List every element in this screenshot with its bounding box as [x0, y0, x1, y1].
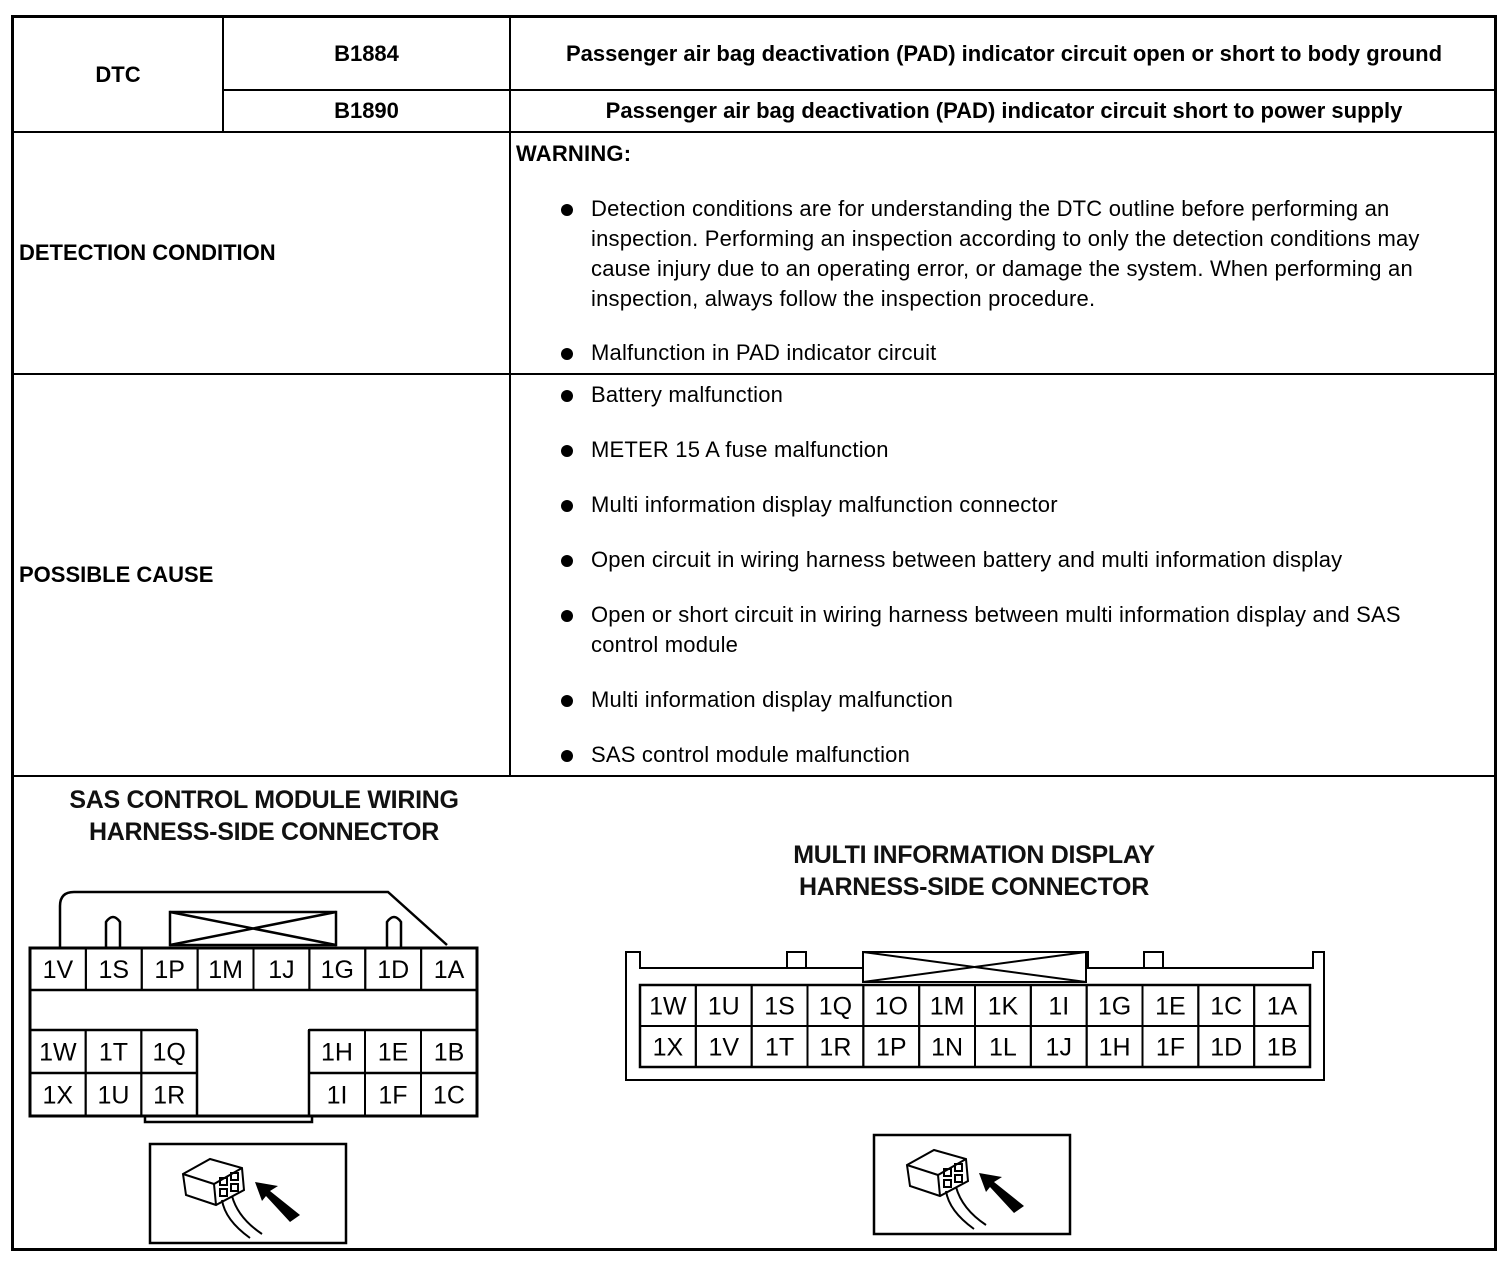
mid-pin-label: 1V [708, 1033, 740, 1062]
sas-pin-label: 1C [433, 1081, 465, 1110]
sas-pin-label: 1H [321, 1038, 353, 1067]
dtc-code-b1890 [224, 91, 509, 131]
dtc-description: Passenger air bag deactivation (PAD) indicator circuit open or short to body ground [565, 40, 1443, 66]
list-item [591, 435, 1471, 465]
mid-pin-label: 1W [649, 992, 687, 1021]
list-item [591, 338, 1471, 368]
dtc-description: Passenger air bag deactivation (PAD) indicator circuit short to power supply [605, 98, 1403, 123]
list-item [591, 194, 1471, 314]
list-item-text: SAS control module malfunction [591, 742, 911, 767]
sas-pin-label: 1F [378, 1081, 408, 1110]
mid-pin-label: 1N [931, 1033, 964, 1062]
mid-pin-label: 1T [764, 1033, 795, 1062]
dtc-code: B1890 [334, 98, 399, 123]
sas-pin-label: 1I [326, 1081, 348, 1110]
list-item-text: Multi information display malfunction connector [591, 492, 1058, 517]
mid-connector-title-line: HARNESS-SIDE CONNECTOR [799, 873, 1149, 901]
divider [14, 775, 1497, 777]
dtc-code: B1884 [334, 40, 399, 66]
list-item-text: Detection conditions are for understanding the DTC outline before performing an inspection. Performing an inspection according to only the detection conditions may cause injury due to an operating error, or damage the system. When performing an inspection, always follow the inspection procedure. [591, 196, 1420, 311]
sas-connector-title [24, 784, 504, 848]
mid-pin-label: 1P [875, 1033, 907, 1062]
mid-pin-label: 1U [707, 992, 740, 1021]
mid-pin-label: 1A [1266, 992, 1298, 1021]
sas-pin-label: 1B [433, 1038, 465, 1067]
bullet-icon [561, 445, 573, 457]
bullet-icon [561, 204, 573, 216]
mid-pin-label: 1X [652, 1033, 684, 1062]
list-item [591, 685, 1471, 715]
sas-pin-label: 1T [98, 1038, 129, 1067]
mid-pin-label: 1R [819, 1033, 852, 1062]
list-item-text: Multi information display malfunction [591, 687, 953, 712]
page-frame [11, 15, 1497, 1251]
list-item-text: Malfunction in PAD indicator circuit [591, 340, 937, 365]
sas-pin-label: 1E [377, 1038, 409, 1067]
warning-heading: WARNING: [516, 141, 632, 166]
mid-pin-label: 1L [989, 1033, 1017, 1062]
possible-cause-label-text: POSSIBLE CAUSE [19, 562, 214, 587]
list-item [591, 600, 1471, 660]
mid-connector-title [724, 839, 1224, 903]
sas-pin-label: 1M [208, 956, 243, 984]
mid-pin-label: 1H [1098, 1033, 1131, 1062]
sas-pin-label: 1W [39, 1038, 77, 1067]
detection-condition-content [511, 133, 1497, 373]
sas-pin-label: 1G [320, 956, 354, 984]
mid-pin-label: 1M [929, 992, 965, 1021]
bullet-icon [561, 348, 573, 360]
bullet-icon [561, 695, 573, 707]
dtc-description-b1890 [511, 91, 1497, 131]
sas-pin-label: 1U [97, 1081, 130, 1110]
sas-pin-label: 1S [98, 956, 130, 984]
list-item-text: Battery malfunction [591, 382, 784, 407]
list-item-text: METER 15 A fuse malfunction [591, 437, 889, 462]
mid-pin-label: 1I [1048, 992, 1070, 1021]
sas-pin-label: 1J [268, 956, 295, 984]
mid-pin-label: 1O [874, 992, 908, 1021]
sas-pin-label: 1X [42, 1081, 74, 1110]
bullet-icon [561, 750, 573, 762]
detection-condition-label-text: DETECTION CONDITION [19, 240, 276, 265]
mid-pin-label: 1G [1097, 992, 1132, 1021]
mid-pin-label: 1C [1210, 992, 1243, 1021]
sas-pin-label: 1A [433, 956, 465, 984]
dtc-label [14, 18, 222, 131]
mid-pin-label: 1F [1155, 1033, 1186, 1062]
list-item [591, 545, 1471, 575]
dtc-description-b1884 [534, 18, 1474, 89]
bullet-icon [561, 500, 573, 512]
mid-connector-title-line: MULTI INFORMATION DISPLAY [793, 841, 1155, 869]
mid-pin-label: 1Q [818, 992, 853, 1021]
list-item [591, 740, 1471, 770]
mid-pin-label: 1D [1210, 1033, 1243, 1062]
mid-pin-label: 1E [1155, 992, 1186, 1021]
list-item-text: Open or short circuit in wiring harness between multi information display and SAS control module [591, 602, 1401, 657]
sas-pin-label: 1P [154, 956, 185, 984]
bullet-icon [561, 555, 573, 567]
list-item [591, 490, 1471, 520]
mid-pin-label: 1B [1266, 1033, 1298, 1062]
sas-pin-label: 1Q [152, 1038, 186, 1067]
list-item-text: Open circuit in wiring harness between battery and multi information display [591, 547, 1343, 572]
sas-pin-label: 1R [153, 1081, 186, 1110]
sas-connector-title-line: HARNESS-SIDE CONNECTOR [89, 818, 439, 846]
mid-pin-label: 1J [1045, 1033, 1072, 1062]
detection-condition-label [19, 133, 509, 373]
mid-pin-label: 1K [987, 992, 1019, 1021]
bullet-icon [561, 610, 573, 622]
sas-connector-title-line: SAS CONTROL MODULE WIRING [69, 786, 459, 814]
sas-pin-label: 1D [377, 956, 410, 984]
bullet-icon [561, 390, 573, 402]
list-item [591, 380, 1471, 410]
possible-cause-content [511, 375, 1497, 775]
possible-cause-label [19, 375, 509, 775]
dtc-code-b1884 [224, 18, 509, 89]
sas-pin-label: 1V [42, 956, 74, 984]
mid-pin-label: 1S [764, 992, 795, 1021]
dtc-label-text: DTC [95, 61, 141, 87]
